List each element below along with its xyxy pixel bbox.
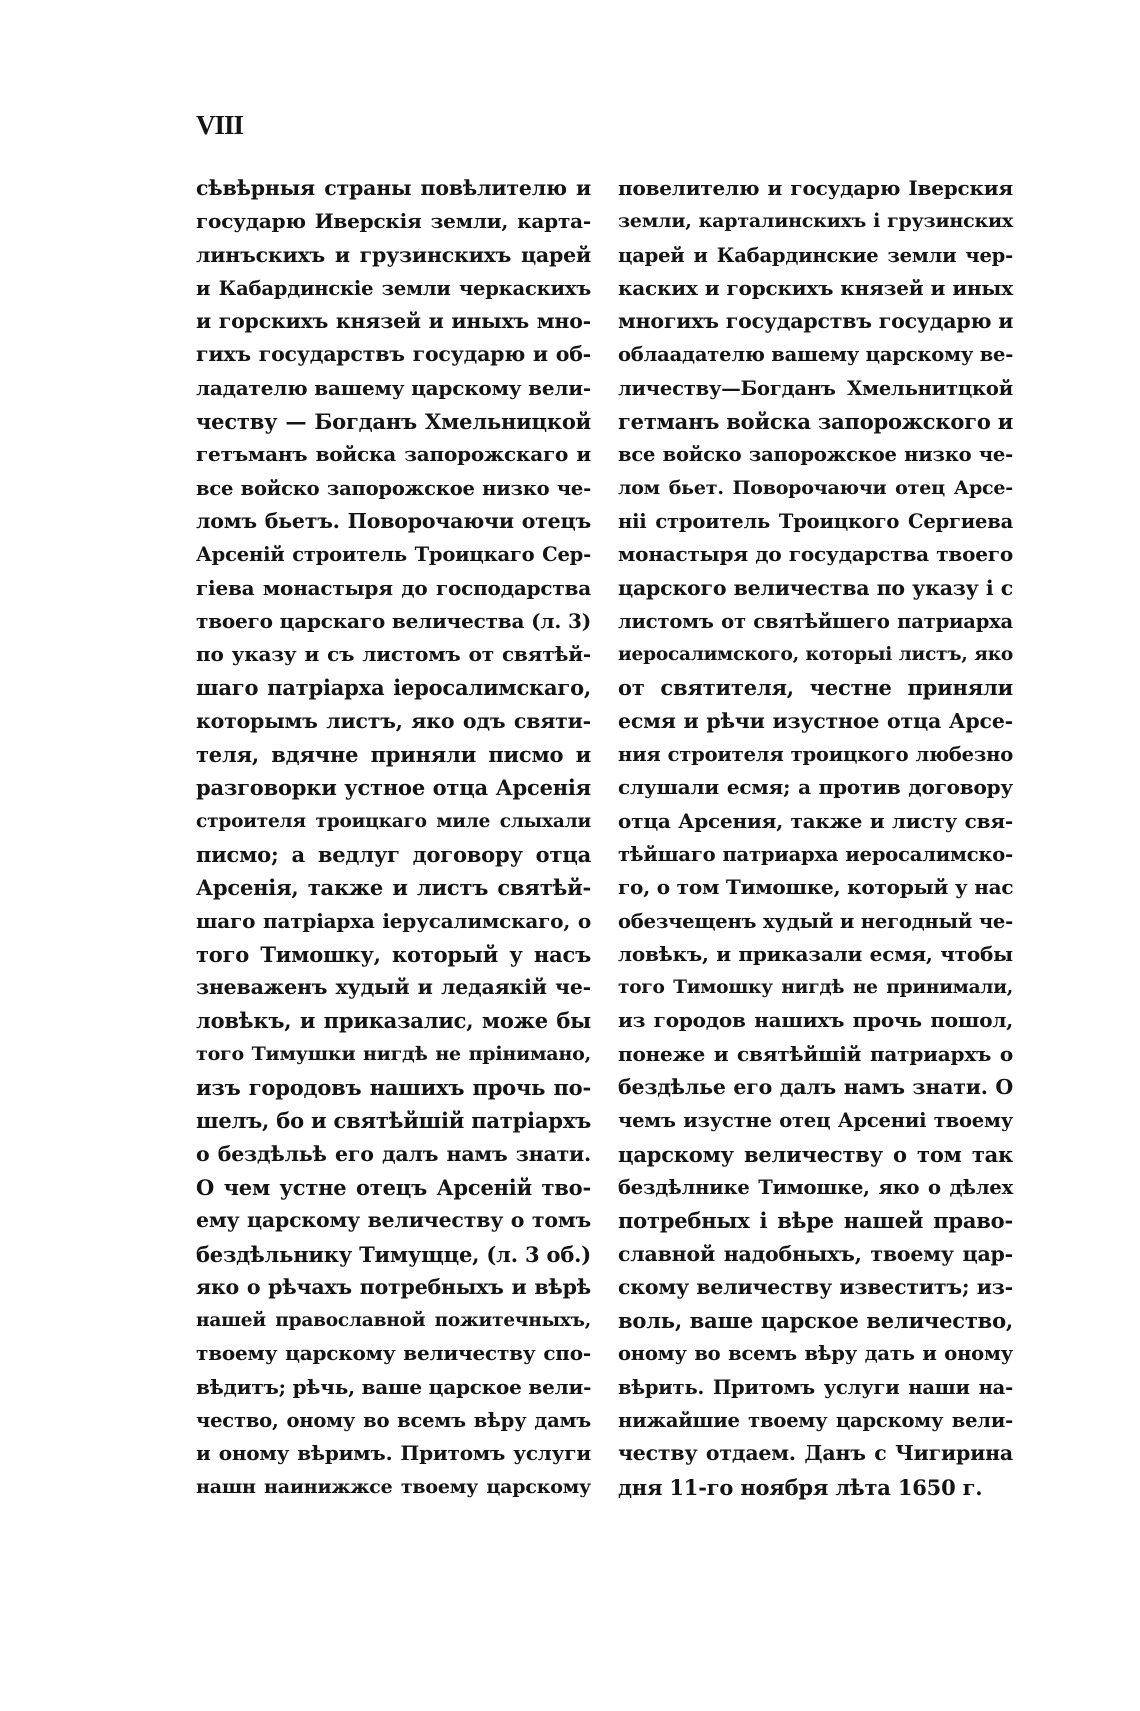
text-line: есмя и рѣчи изустное отца Арсе- xyxy=(618,708,1013,733)
text-line: потребных і вѣре нашей право- xyxy=(618,1208,1013,1234)
text-line: шелъ, бо и святѣйшій патріархъ xyxy=(196,1108,591,1134)
text-line: твоему царскому величеству спо- xyxy=(196,1341,591,1366)
text-line: гіева монастыря до господарства xyxy=(196,575,591,600)
text-line: облаадателю вашему царскому ве- xyxy=(618,343,1014,367)
text-line: того Тимушки нигдѣ не прінимано, xyxy=(196,1042,591,1065)
text-line: нижайшие твоему царскому вели- xyxy=(618,1408,1013,1432)
text-line: Арсеній строитель Троицкаго Сер- xyxy=(196,543,591,567)
text-line: теля, вдячне приняли писмо и xyxy=(196,742,591,768)
text-line: яко о рѣчахъ потребныхъ и вѣрѣ xyxy=(196,1274,591,1299)
text-line: го, о том Тимошке, который у нас xyxy=(618,875,1014,900)
text-line: по указу и съ листомъ от святѣй- xyxy=(196,642,591,667)
text-line: гетманъ войска запорожского и xyxy=(618,409,1014,435)
text-line: государю Иверскія земли, карта- xyxy=(196,209,591,234)
text-line: царского величества по указу і с xyxy=(618,575,1013,600)
text-line: оному во всемъ вѣру дать и оному xyxy=(618,1342,1013,1366)
text-line: слушали есмя; а против договору xyxy=(618,775,1013,800)
text-line: ломъ бьетъ. Поворочаючи отецъ xyxy=(196,508,591,533)
text-line: вѣдитъ; рѣчь, ваше царское вели- xyxy=(196,1374,592,1399)
text-line: от святителя, честне приняли xyxy=(618,675,1013,701)
text-line: нашн наинижжсе твоему царскому xyxy=(196,1475,591,1498)
text-line: честву отдаем. Данъ с Чигирина xyxy=(618,1441,1013,1466)
text-line: зневаженъ худый и ледаякій че- xyxy=(196,975,591,1000)
text-line: ему царскому величеству о томъ xyxy=(196,1208,591,1233)
text-line: вѣрить. Притомъ услуги наши на- xyxy=(618,1375,1013,1399)
text-line: отца Арсения, также и листу свя- xyxy=(618,808,1013,833)
text-line: ловѣкъ, и приказалис, може бы xyxy=(196,1008,591,1034)
text-line: Арсенія, также и листъ святѣй- xyxy=(196,875,591,901)
text-line: линъскихъ и грузинскихъ царей xyxy=(196,242,591,267)
text-line: личеству—Богданъ Хмельнитцкой xyxy=(618,376,1013,400)
text-line: монастыря до государства твоего xyxy=(618,542,1013,567)
text-line: и оному вѣримъ. Притомъ услуги xyxy=(196,1441,591,1466)
text-line: лом бьет. Поворочаючи отец Арсе- xyxy=(618,476,1013,499)
text-line: воль, ваше царское величество, xyxy=(618,1308,1013,1334)
text-line: царей и Кабардинские земли чер- xyxy=(618,243,1013,267)
text-line: бездѣлье его далъ намъ знати. О xyxy=(618,1075,1013,1100)
text-line: понеже и святѣйшій патриархъ о xyxy=(618,1041,1013,1066)
text-line: твоего царскаго величества (л. 3) xyxy=(196,608,591,633)
text-line: обезчещенъ худый и негодный че- xyxy=(618,909,1013,933)
text-line: разговорки устное отца Арсенія xyxy=(196,775,591,801)
page-number: VIII xyxy=(196,110,244,140)
text-line: ния строителя троицкого любезно xyxy=(618,743,1013,767)
text-line: из городов нашихъ прочь пошол, xyxy=(618,1008,1013,1033)
text-line: сѣвѣрныя страны повѣлителю и xyxy=(196,176,591,200)
text-line: многихъ государствъ государю и xyxy=(618,309,1014,334)
text-line: шаго патріарха іеросалимскаго, xyxy=(196,675,591,701)
left-column-church-slavonic-text xyxy=(196,172,591,1504)
text-line: земли, карталинскихъ і грузинских xyxy=(618,210,1013,233)
text-line: ловѣкъ, и приказали есмя, чтобы xyxy=(618,941,1013,966)
text-line: того Тимошку, который у насъ xyxy=(196,941,591,967)
text-line: все войско запорожское низко че- xyxy=(618,443,1013,467)
text-line: писмо; а ведлуг договору отца xyxy=(196,841,591,867)
text-line-last: дня 11-го ноября лѣта 1650 г. xyxy=(618,1474,983,1500)
text-line: чемъ изустне отец Арсениі твоему xyxy=(618,1109,1013,1133)
text-line: царскому величеству о том так xyxy=(618,1141,1013,1167)
text-line: все войско запорожское низко че- xyxy=(196,476,591,500)
text-line: повелителю и государю Іверския xyxy=(618,176,1013,200)
text-line: и Кабардинскіе земли черкаскихъ xyxy=(196,276,591,300)
text-line: которымъ листъ, яко одъ святи- xyxy=(196,708,591,733)
text-line: о бездѣльѣ его далъ намъ знати. xyxy=(196,1141,591,1166)
right-column-russian-text xyxy=(618,172,1013,1504)
text-line: строителя троицкаго миле слыхали xyxy=(196,810,591,832)
text-line: и горскихъ князей и иныхъ мно- xyxy=(196,309,591,334)
text-line: ніі строитель Троицкого Сергиева xyxy=(618,509,1013,533)
text-line: гетъманъ войска запорожскаго и xyxy=(196,442,591,467)
text-line: изъ городовъ нашихъ прочь по- xyxy=(196,1075,591,1101)
text-line: честву — Богданъ Хмельницкой xyxy=(196,409,591,435)
text-line: иеросалимского, которыі листъ, яко xyxy=(618,644,1013,666)
text-line: О чем устне отецъ Арсеній тво- xyxy=(196,1174,591,1200)
text-line: тѣйшаго патриарха иеросалимско- xyxy=(618,842,1013,866)
text-line: гихъ государствъ государю и об- xyxy=(196,342,591,367)
text-line: славной надобныхъ, твоему цар- xyxy=(618,1241,1013,1266)
text-line: скому величеству известитъ; из- xyxy=(618,1274,1013,1299)
text-line: ладателю вашему царскому вели- xyxy=(196,375,591,400)
text-line: того Тимошку нигдѣ не принимали, xyxy=(618,977,1013,999)
text-line: каских и горскихъ князей и иных xyxy=(618,275,1013,300)
text-line: бездѣлнике Тимошке, яко о дѣлех xyxy=(618,1175,1013,1199)
text-line: шаго патріарха іерусалимскаго, о xyxy=(196,908,591,933)
text-line: бездѣльнику Тимущце, (л. 3 об.) xyxy=(196,1241,591,1267)
text-line: чество, оному во всемъ вѣру дамъ xyxy=(196,1408,591,1432)
text-line: нашей православной пожитечныхъ, xyxy=(196,1310,591,1332)
text-line: листомъ от святѣйшего патриарха xyxy=(618,609,1013,633)
